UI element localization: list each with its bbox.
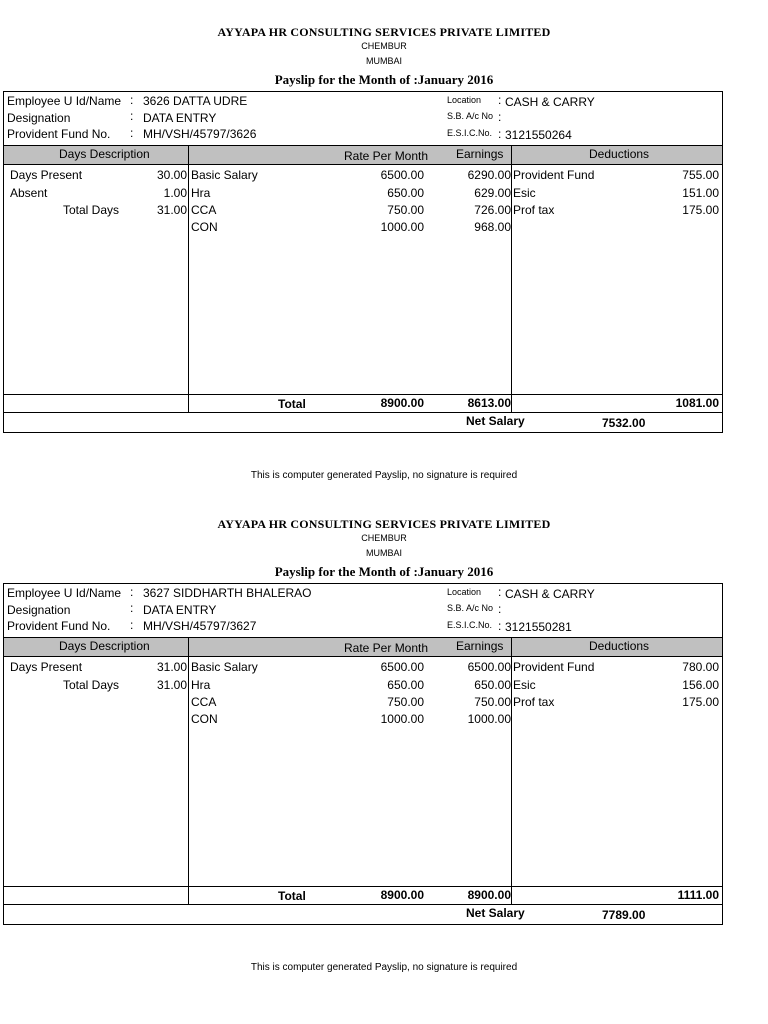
esic-value: 3121550264 — [505, 128, 572, 142]
pf-number: MH/VSH/45797/3627 — [143, 619, 257, 633]
colon: : — [498, 93, 502, 107]
earning-rate: 750.00 — [387, 203, 424, 217]
rate-per-month-header: Rate Per Month — [344, 149, 429, 163]
earning-amount: 750.00 — [474, 695, 511, 709]
earnings-header: Earnings — [456, 147, 504, 161]
payslip-title: Payslip for the Month of :January 2016 — [274, 564, 494, 579]
deduction-label: Provident Fund — [513, 660, 595, 674]
earning-rate: 650.00 — [387, 678, 424, 692]
company-city: MUMBAI — [366, 56, 402, 66]
location-value: CASH & CARRY — [505, 95, 595, 109]
location-label: Location — [447, 95, 482, 105]
deduction-amount: 175.00 — [682, 695, 719, 709]
days-label: Days Present — [10, 168, 83, 182]
earnings-header: Earnings — [456, 639, 504, 653]
table-header — [4, 637, 722, 657]
deduction-label: Provident Fund — [513, 168, 595, 182]
days-label: Total Days — [63, 203, 120, 217]
esic-label: E.S.I.C.No. — [447, 620, 493, 630]
net-salary-value: 7532.00 — [602, 416, 646, 430]
earning-amount: 629.00 — [474, 186, 511, 200]
earning-label: Hra — [191, 678, 211, 692]
days-value: 1.00 — [163, 186, 187, 200]
deduction-label: Esic — [513, 186, 536, 200]
designation-value: DATA ENTRY — [143, 603, 217, 617]
colon: : — [498, 602, 502, 616]
sb-account-label: S.B. A/c No — [447, 603, 494, 613]
colon: : — [130, 601, 134, 615]
earning-rate: 1000.00 — [380, 220, 424, 234]
esic-value: 3121550281 — [505, 620, 572, 634]
total-label: Total — [278, 889, 306, 903]
days-value: 30.00 — [156, 168, 187, 182]
colon: : — [498, 110, 502, 124]
total-earnings: 8613.00 — [467, 396, 511, 410]
earning-amount: 6500.00 — [467, 660, 511, 674]
earning-label: Hra — [191, 186, 211, 200]
earning-label: CCA — [191, 695, 217, 709]
employee-id-label: Employee U Id/Name — [7, 586, 122, 600]
company-area: CHEMBUR — [361, 41, 407, 51]
days-label: Days Present — [10, 660, 83, 674]
colon: : — [130, 109, 134, 123]
days-value: 31.00 — [156, 660, 187, 674]
deduction-amount: 780.00 — [682, 660, 719, 674]
pf-number: MH/VSH/45797/3626 — [143, 127, 257, 141]
net-divider — [4, 412, 722, 413]
rate-per-month-header: Rate Per Month — [344, 641, 429, 655]
column-divider — [511, 637, 512, 905]
earning-amount: 968.00 — [474, 220, 511, 234]
days-description-header: Days Description — [59, 639, 150, 653]
footer-note: This is computer generated Payslip, no signature is required — [250, 962, 518, 973]
colon: : — [498, 585, 502, 599]
earning-label: CON — [191, 220, 218, 234]
deduction-label: Prof tax — [513, 203, 555, 217]
deduction-amount: 151.00 — [682, 186, 719, 200]
deduction-amount: 175.00 — [682, 203, 719, 217]
pf-label: Provident Fund No. — [7, 619, 111, 633]
deductions-header: Deductions — [589, 147, 650, 161]
earning-amount: 650.00 — [474, 678, 511, 692]
earning-rate: 650.00 — [387, 186, 424, 200]
colon: : — [130, 126, 134, 140]
net-salary-label: Net Salary — [466, 906, 525, 920]
deduction-amount: 755.00 — [682, 168, 719, 182]
payslip-table — [3, 91, 723, 433]
days-value: 31.00 — [156, 678, 187, 692]
esic-label: E.S.I.C.No. — [447, 128, 493, 138]
column-divider — [188, 145, 189, 413]
earning-amount: 1000.00 — [467, 712, 511, 726]
colon: : — [130, 618, 134, 632]
earning-label: CON — [191, 712, 218, 726]
total-earnings: 8900.00 — [467, 888, 511, 902]
earning-label: Basic Salary — [191, 168, 258, 182]
designation-label: Designation — [7, 111, 71, 125]
earning-amount: 726.00 — [474, 203, 511, 217]
earning-rate: 750.00 — [387, 695, 424, 709]
net-divider — [4, 904, 722, 905]
location-value: CASH & CARRY — [505, 587, 595, 601]
company-city: MUMBAI — [366, 548, 402, 558]
table-header — [4, 145, 722, 165]
company-name: AYYAPA HR CONSULTING SERVICES PRIVATE LIMITED — [217, 25, 551, 39]
earning-amount: 6290.00 — [467, 168, 511, 182]
total-deductions: 1081.00 — [675, 396, 719, 410]
designation-value: DATA ENTRY — [143, 111, 217, 125]
footer-note: This is computer generated Payslip, no signature is required — [250, 470, 518, 481]
sb-account-label: S.B. A/c No — [447, 111, 494, 121]
days-label: Absent — [10, 186, 48, 200]
payslip-table — [3, 583, 723, 925]
total-divider — [4, 394, 722, 395]
employee-id-label: Employee U Id/Name — [7, 94, 122, 108]
net-salary-label: Net Salary — [466, 414, 525, 428]
designation-label: Designation — [7, 603, 71, 617]
colon: : — [130, 585, 134, 599]
pf-label: Provident Fund No. — [7, 127, 111, 141]
earning-label: Basic Salary — [191, 660, 258, 674]
column-divider — [511, 145, 512, 413]
payslip-2 — [0, 492, 768, 1024]
payslip-1 — [0, 0, 768, 492]
company-area: CHEMBUR — [361, 533, 407, 543]
days-value: 31.00 — [156, 203, 187, 217]
payslip-title: Payslip for the Month of :January 2016 — [274, 72, 494, 87]
location-label: Location — [447, 587, 482, 597]
company-name: AYYAPA HR CONSULTING SERVICES PRIVATE LIMITED — [217, 517, 551, 531]
total-divider — [4, 886, 722, 887]
earning-rate: 6500.00 — [380, 168, 424, 182]
deductions-header: Deductions — [589, 639, 650, 653]
deduction-label: Esic — [513, 678, 536, 692]
days-label: Total Days — [63, 678, 120, 692]
total-rate: 8900.00 — [380, 888, 424, 902]
earning-rate: 6500.00 — [380, 660, 424, 674]
colon: : — [498, 619, 502, 633]
total-label: Total — [278, 397, 306, 411]
earning-rate: 1000.00 — [380, 712, 424, 726]
column-divider — [188, 637, 189, 905]
colon: : — [498, 127, 502, 141]
colon: : — [130, 93, 134, 107]
deduction-label: Prof tax — [513, 695, 555, 709]
employee-id-name: 3626 DATTA UDRE — [143, 94, 248, 108]
deduction-amount: 156.00 — [682, 678, 719, 692]
total-rate: 8900.00 — [380, 396, 424, 410]
net-salary-value: 7789.00 — [602, 908, 646, 922]
earning-label: CCA — [191, 203, 217, 217]
days-description-header: Days Description — [59, 147, 150, 161]
total-deductions: 1111.00 — [677, 888, 719, 902]
employee-id-name: 3627 SIDDHARTH BHALERAO — [143, 586, 312, 600]
